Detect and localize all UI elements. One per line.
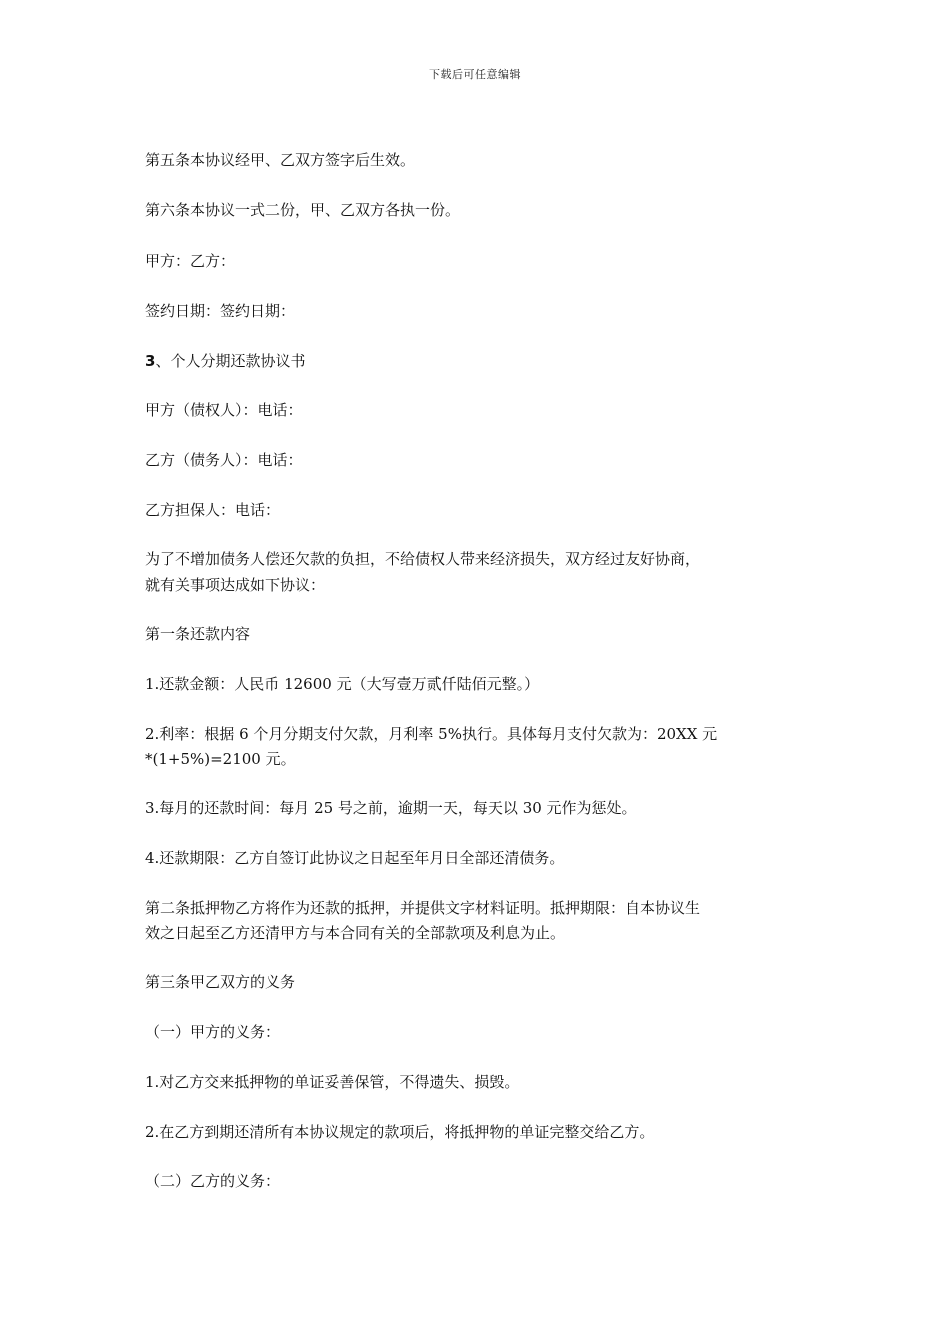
- repayment-term: 4.还款期限：乙方自签订此协议之日起至年月日全部还清债务。: [145, 849, 565, 867]
- signing-date-labels: 签约日期：签约日期：: [145, 302, 296, 320]
- section-number: 3: [145, 352, 156, 370]
- page-header: 下载后可任意编辑: [429, 68, 521, 81]
- party-labels: 甲方：乙方：: [145, 252, 236, 270]
- party-a-obligation-2: 2.在乙方到期还清所有本协议规定的款项后，将抵押物的单证完整交给乙方。: [145, 1123, 655, 1141]
- article-two-line-1: 第二条抵押物乙方将作为还款的抵押，并提供文字材料证明。抵押期限：自本协议生: [145, 899, 701, 917]
- repayment-amount: 1.还款金额：人民币 12600 元（大写壹万贰仟陆佰元整。）: [145, 675, 540, 693]
- guarantor-line: 乙方担保人：电话：: [145, 501, 281, 519]
- article-three-title: 第三条甲乙双方的义务: [145, 973, 296, 991]
- party-a-obligations-title: （一）甲方的义务：: [145, 1023, 281, 1041]
- monthly-repayment-time: 3.每月的还款时间：每月 25 号之前，逾期一天，每天以 30 元作为惩处。: [145, 799, 637, 817]
- section-title: [145, 349, 805, 374]
- interest-rate-line-1: 2.利率：根据 6 个月分期支付欠款，月利率 5%执行。具体每月支付欠款为：20XX 元: [145, 725, 718, 743]
- article-six: 第六条本协议一式二份，甲、乙双方各执一份。: [145, 201, 461, 219]
- section-title-text: 、个人分期还款协议书: [155, 352, 306, 370]
- article-five: 第五条本协议经甲、乙双方签字后生效。: [145, 151, 416, 169]
- preamble-line-1: 为了不增加债务人偿还欠款的负担，不给债权人带来经济损失，双方经过友好协商，: [145, 550, 701, 568]
- article-one-title: 第一条还款内容: [145, 625, 251, 643]
- interest-rate-line-2: *(1+5%)=2100 元。: [145, 750, 296, 768]
- party-a-obligation-1: 1.对乙方交来抵押物的单证妥善保管，不得遗失、损毁。: [145, 1073, 520, 1091]
- creditor-line: 甲方（债权人）：电话：: [145, 401, 303, 419]
- debtor-line: 乙方（债务人）：电话：: [145, 451, 303, 469]
- preamble-line-2: 就有关事项达成如下协议：: [145, 576, 326, 594]
- party-b-obligations-title: （二）乙方的义务：: [145, 1172, 281, 1190]
- article-two-line-2: 效之日起至乙方还清甲方与本合同有关的全部款项及利息为止。: [145, 924, 566, 942]
